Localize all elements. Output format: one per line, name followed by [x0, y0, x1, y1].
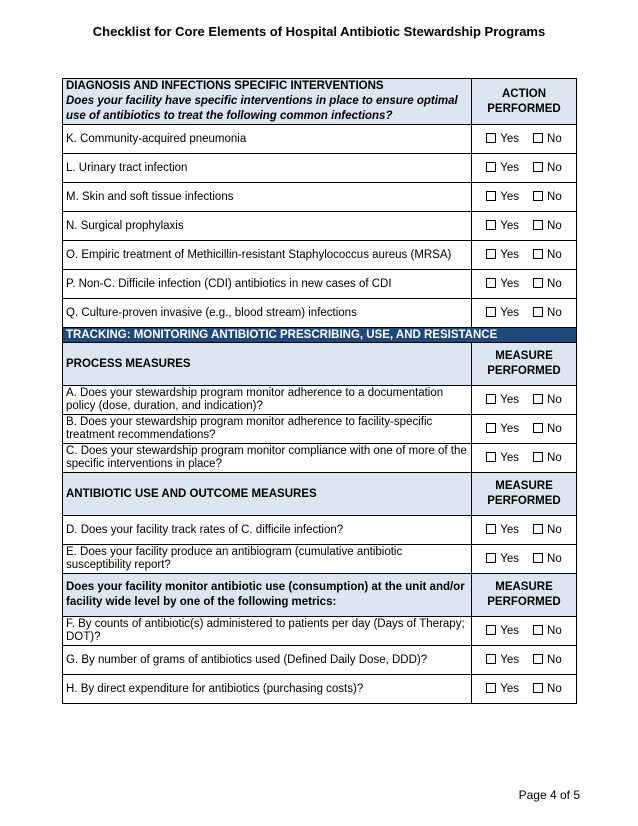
tracking-section-row	[63, 328, 577, 343]
checklist-row	[63, 270, 577, 299]
question-text: E. Does your facility produce an antibiogram (cumulative antibiotic susceptibility report?	[63, 545, 472, 574]
checkbox-icon	[533, 452, 543, 462]
yes-checkbox[interactable]	[486, 307, 519, 319]
no-label: No	[547, 394, 562, 406]
answer-cell	[472, 154, 577, 183]
answer-cell	[472, 125, 577, 154]
yes-label: Yes	[500, 625, 520, 637]
answer-cell	[472, 183, 577, 212]
checkbox-icon	[486, 553, 496, 563]
yes-checkbox[interactable]	[486, 423, 519, 435]
checkbox-icon	[533, 625, 543, 635]
answer-cell	[472, 386, 577, 415]
yes-checkbox[interactable]	[486, 162, 519, 174]
measure-performed-header	[472, 473, 577, 516]
no-label: No	[547, 423, 562, 435]
column-header-line2: PERFORMED	[487, 365, 561, 377]
checkbox-icon	[533, 394, 543, 404]
checkbox-icon	[486, 524, 496, 534]
yes-checkbox[interactable]	[486, 553, 519, 565]
no-label: No	[547, 683, 562, 695]
question-text: D. Does your facility track rates of C. difficile infection?	[63, 516, 472, 545]
checkbox-icon	[533, 307, 543, 317]
yes-checkbox[interactable]	[486, 654, 519, 666]
yes-checkbox[interactable]	[486, 683, 519, 695]
checklist-row	[63, 675, 577, 704]
checkbox-icon	[533, 553, 543, 563]
yes-label: Yes	[500, 524, 520, 536]
checkbox-icon	[486, 220, 496, 230]
checklist-row	[63, 516, 577, 545]
no-label: No	[547, 133, 562, 145]
answer-cell	[472, 299, 577, 328]
checkbox-icon	[533, 162, 543, 172]
checkbox-icon	[533, 220, 543, 230]
answer-cell	[472, 241, 577, 270]
column-header-line1: MEASURE	[495, 581, 553, 593]
checklist-row	[63, 545, 577, 574]
question-text: N. Surgical prophylaxis	[63, 212, 472, 241]
column-header-line1: MEASURE	[495, 480, 553, 492]
question-text: C. Does your stewardship program monitor compliance with one of more of the specific interventions in place?	[63, 444, 472, 473]
no-checkbox[interactable]	[533, 452, 562, 464]
tracking-section-title: TRACKING: MONITORING ANTIBIOTIC PRESCRIBING, USE, AND RESISTANCE	[63, 328, 577, 343]
checklist-row	[63, 415, 577, 444]
measure-performed-header	[472, 574, 577, 617]
no-checkbox[interactable]	[533, 654, 562, 666]
process-measures-header-row	[63, 343, 577, 386]
checkbox-icon	[486, 654, 496, 664]
yes-label: Yes	[500, 162, 520, 174]
checkbox-icon	[486, 191, 496, 201]
no-checkbox[interactable]	[533, 625, 562, 637]
document-title: Checklist for Core Elements of Hospital Antibiotic Stewardship Programs	[92, 24, 546, 39]
checkbox-icon	[486, 452, 496, 462]
checkbox-icon	[533, 278, 543, 288]
no-checkbox[interactable]	[533, 133, 562, 145]
question-text: Q. Culture-proven invasive (e.g., blood stream) infections	[63, 299, 472, 328]
yes-label: Yes	[500, 553, 520, 565]
question-text: B. Does your stewardship program monitor adherence to facility-specific treatment recommendations?	[63, 415, 472, 444]
checkbox-icon	[533, 423, 543, 433]
column-header-line2: PERFORMED	[487, 596, 561, 608]
no-checkbox[interactable]	[533, 278, 562, 290]
no-checkbox[interactable]	[533, 162, 562, 174]
no-checkbox[interactable]	[533, 307, 562, 319]
checklist-row	[63, 183, 577, 212]
checkbox-icon	[486, 423, 496, 433]
question-text: H. By direct expenditure for antibiotics (purchasing costs)?	[63, 675, 472, 704]
no-label: No	[547, 524, 562, 536]
no-label: No	[547, 625, 562, 637]
answer-cell	[472, 212, 577, 241]
checklist-row	[63, 299, 577, 328]
yes-checkbox[interactable]	[486, 394, 519, 406]
yes-label: Yes	[500, 191, 520, 203]
answer-cell	[472, 516, 577, 545]
column-header-line2: PERFORMED	[487, 495, 561, 507]
checklist-row	[63, 125, 577, 154]
outcome-measures-header-title: ANTIBIOTIC USE AND OUTCOME MEASURES	[63, 473, 472, 516]
question-text: K. Community-acquired pneumonia	[63, 125, 472, 154]
no-checkbox[interactable]	[533, 394, 562, 406]
checklist-row	[63, 241, 577, 270]
no-checkbox[interactable]	[533, 524, 562, 536]
action-performed-header	[472, 79, 577, 125]
no-label: No	[547, 452, 562, 464]
no-label: No	[547, 278, 562, 290]
page-number: Page 4 of 5	[518, 788, 580, 802]
checkbox-icon	[486, 683, 496, 693]
no-checkbox[interactable]	[533, 683, 562, 695]
no-label: No	[547, 654, 562, 666]
diagnosis-header-title: DIAGNOSIS AND INFECTIONS SPECIFIC INTERVENTIONS	[66, 80, 384, 92]
yes-label: Yes	[500, 133, 520, 145]
yes-label: Yes	[500, 307, 520, 319]
yes-checkbox[interactable]	[486, 625, 519, 637]
question-text: G. By number of grams of antibiotics used (Defined Daily Dose, DDD)?	[63, 646, 472, 675]
outcome-measures-header-row	[63, 473, 577, 516]
checklist-row	[63, 444, 577, 473]
checkbox-icon	[486, 249, 496, 259]
yes-checkbox[interactable]	[486, 191, 519, 203]
yes-label: Yes	[500, 249, 520, 261]
yes-checkbox[interactable]	[486, 452, 519, 464]
yes-checkbox[interactable]	[486, 278, 519, 290]
checklist-row	[63, 617, 577, 646]
metrics-header-row	[63, 574, 577, 617]
answer-cell	[472, 675, 577, 704]
measure-performed-header	[472, 343, 577, 386]
question-text: L. Urinary tract infection	[63, 154, 472, 183]
question-text: A. Does your stewardship program monitor adherence to a documentation policy (dose, duration, and indication)?	[63, 386, 472, 415]
checkbox-icon	[486, 625, 496, 635]
yes-label: Yes	[500, 452, 520, 464]
yes-label: Yes	[500, 683, 520, 695]
checkbox-icon	[486, 394, 496, 404]
checkbox-icon	[533, 524, 543, 534]
answer-cell	[472, 617, 577, 646]
yes-checkbox[interactable]	[486, 133, 519, 145]
no-checkbox[interactable]	[533, 249, 562, 261]
yes-checkbox[interactable]	[486, 249, 519, 261]
no-checkbox[interactable]	[533, 423, 562, 435]
answer-cell	[472, 415, 577, 444]
checkbox-icon	[533, 654, 543, 664]
checklist-row	[63, 154, 577, 183]
question-text: P. Non-C. Difficile infection (CDI) antibiotics in new cases of CDI	[63, 270, 472, 299]
answer-cell	[472, 545, 577, 574]
process-measures-header-title: PROCESS MEASURES	[63, 343, 472, 386]
yes-label: Yes	[500, 278, 520, 290]
no-label: No	[547, 249, 562, 261]
checkbox-icon	[533, 249, 543, 259]
answer-cell	[472, 270, 577, 299]
checklist-table	[62, 78, 577, 704]
yes-checkbox[interactable]	[486, 524, 519, 536]
checklist-row	[63, 212, 577, 241]
checkbox-icon	[486, 307, 496, 317]
question-text: F. By counts of antibiotic(s) administered to patients per day (Days of Therapy; DOT)?	[63, 617, 472, 646]
checkbox-icon	[486, 162, 496, 172]
no-label: No	[547, 307, 562, 319]
answer-cell	[472, 646, 577, 675]
checkbox-icon	[533, 191, 543, 201]
yes-label: Yes	[500, 654, 520, 666]
metrics-header-title: Does your facility monitor antibiotic use (consumption) at the unit and/or facility wide level by one of the following metrics:	[63, 574, 472, 617]
checkbox-icon	[486, 278, 496, 288]
no-checkbox[interactable]	[533, 191, 562, 203]
column-header-line2: PERFORMED	[487, 102, 561, 115]
answer-cell	[472, 444, 577, 473]
yes-label: Yes	[500, 394, 520, 406]
column-header-line1: ACTION	[501, 87, 547, 100]
checkbox-icon	[533, 683, 543, 693]
question-text: M. Skin and soft tissue infections	[63, 183, 472, 212]
checklist-row	[63, 646, 577, 675]
no-label: No	[547, 553, 562, 565]
no-label: No	[547, 162, 562, 174]
yes-checkbox[interactable]	[486, 220, 519, 232]
diagnosis-header-question: Does your facility have specific interventions in place to ensure optimal use of antibiotics to treat the following common infections?	[66, 95, 458, 122]
no-checkbox[interactable]	[533, 220, 562, 232]
checklist-row	[63, 386, 577, 415]
diagnosis-header-row	[63, 79, 577, 125]
checkbox-icon	[486, 133, 496, 143]
yes-label: Yes	[500, 220, 520, 232]
diagnosis-header-cell	[63, 79, 472, 125]
question-text: O. Empiric treatment of Methicillin-resistant Staphylococcus aureus (MRSA)	[63, 241, 472, 270]
no-checkbox[interactable]	[533, 553, 562, 565]
no-label: No	[547, 191, 562, 203]
checkbox-icon	[533, 133, 543, 143]
yes-label: Yes	[500, 423, 520, 435]
column-header-line1: MEASURE	[495, 350, 553, 362]
no-label: No	[547, 220, 562, 232]
